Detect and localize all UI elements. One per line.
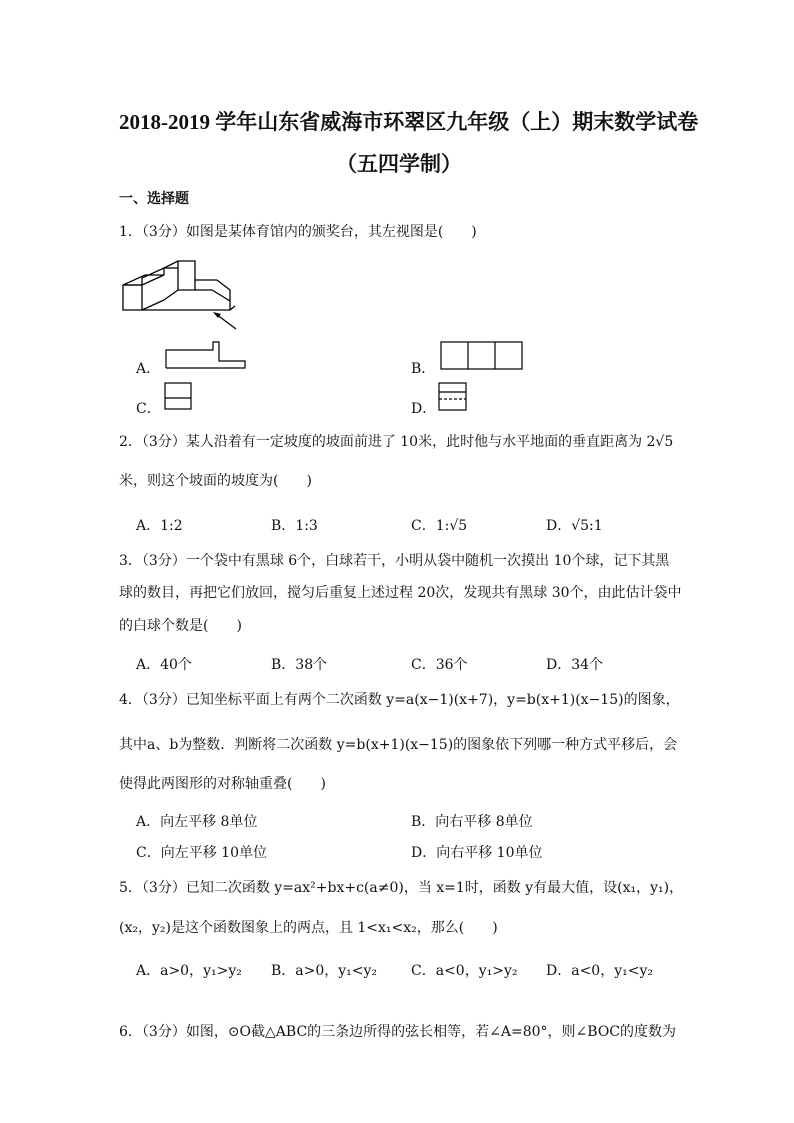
- q2-option-b: B．1:3: [271, 518, 318, 534]
- q5-option-a: A．a>0，y₁>y₂: [136, 963, 242, 979]
- q4-option-c: C．向左平移 10单位: [136, 845, 267, 861]
- q3-option-a: A．40个: [136, 657, 192, 673]
- question-5-stem-line1: 5．（3分）已知二次函数 y=ax²+bx+c(a≠0)，当 x=1时，函数 y有最大值，设(x₁，y₁)，: [119, 880, 684, 896]
- q1-option-d-label: D．: [411, 401, 437, 417]
- q4-option-a: A．向左平移 8单位: [136, 814, 258, 830]
- paper-title-line1: 2018-2019 学年山东省威海市环翠区九年级（上）期末数学试卷: [119, 110, 699, 134]
- question-2-stem-line2: 米，则这个坡面的坡度为( ): [119, 473, 312, 489]
- q4-option-b: B．向右平移 8单位: [411, 814, 533, 830]
- question-1-stem: 1．（3分）如图是某体育馆内的颁奖台，其左视图是( ): [119, 224, 477, 240]
- question-3-stem-line1: 3．（3分）一个袋中有黑球 6个，白球若干，小明从袋中随机一次摸出 10个球，记下其黑: [119, 553, 670, 569]
- question-3-stem-line3: 的白球个数是( ): [119, 618, 242, 634]
- question-4-stem-line2: 其中a、b为整数．判断将二次函数 y=b(x+1)(x−15)的图象依下列哪一种方式平移后，会: [119, 737, 678, 753]
- question-6-stem-line1: 6．（3分）如图，⊙O截△ABC的三条边所得的弦长相等，若∠A=80°，则∠BOC的度数为: [119, 1024, 677, 1040]
- question-3-stem-line2: 球的数目，再把它们放回，搅匀后重复上述过程 20次，发现共有黑球 30个，由此估计袋中: [119, 585, 682, 601]
- q2-option-c: C．1:√5: [411, 518, 468, 534]
- q1-option-a-figure: [165, 341, 247, 369]
- q1-option-b-figure: [440, 341, 524, 371]
- q1-option-a-label: A．: [136, 361, 161, 377]
- q2-option-a: A．1:2: [136, 518, 183, 534]
- q4-option-d: D．向右平移 10单位: [411, 845, 543, 861]
- q3-option-b: B．38个: [271, 657, 328, 673]
- q1-option-c-label: C．: [136, 401, 161, 417]
- q5-option-d: D．a<0，y₁<y₂: [546, 963, 653, 979]
- question-2-stem-line1: 2．（3分）某人沿着有一定坡度的坡面前进了 10米，此时他与水平地面的垂直距离为 2√5: [119, 434, 674, 450]
- q5-option-c: C．a<0，y₁>y₂: [411, 963, 518, 979]
- q1-option-c-figure: [164, 382, 194, 412]
- podium-figure: [120, 258, 245, 333]
- q3-option-d: D．34个: [546, 657, 604, 673]
- section-heading: 一、选择题: [119, 192, 189, 207]
- q1-option-b-label: B．: [411, 361, 436, 377]
- q1-option-d-figure: [438, 382, 468, 412]
- paper-title-line2: （五四学制）: [336, 152, 462, 176]
- q2-option-d: D．√5:1: [546, 518, 603, 534]
- q5-option-b: B．a>0，y₁<y₂: [271, 963, 378, 979]
- question-4-stem-line1: 4．（3分）已知坐标平面上有两个二次函数 y=a(x−1)(x+7)，y=b(x+1)(x−15)的图象，: [119, 692, 680, 708]
- question-4-stem-line3: 使得此两图形的对称轴重叠( ): [119, 776, 326, 792]
- q3-option-c: C．36个: [411, 657, 468, 673]
- question-5-stem-line2: (x₂，y₂)是这个函数图象上的两点，且 1<x₁<x₂，那么( ): [119, 920, 498, 936]
